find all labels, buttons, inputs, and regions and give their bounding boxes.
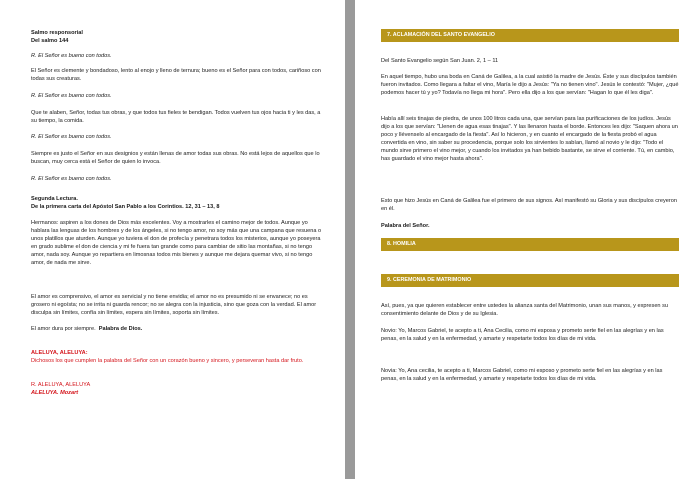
gospel-paragraph: En aquel tiempo, hubo una boda en Caná de Galilea, a la cual asistió la madre de Jesús. Éste y sus discípulos también fueron invitados. Como llegara a faltar el vino, María le dijo a Jesús: "Ya no tienen vino". Jesús le contestó: "Mujer, ¿qué podemos hacer tú y yo? Todavía no llega mi hora". Pero ella dijo a los que servían: "Hagan lo que él les diga".: [381, 74, 679, 97]
section-header-marriage: 9. CEREMONIA DE MATRIMONIO: [381, 274, 679, 287]
psalm-response: R. El Señor es bueno con todos.: [31, 53, 112, 59]
reading-closing-text: El amor dura por siempre.: [31, 326, 96, 332]
reading-paragraph: El amor es comprensivo, el amor es servicial y no tiene envidia; el amor no es presumido ni se envanece; no es grosero ni egoísta; no se irrita ni guarda rencor; no se alegra con la injusticia, sino que goza con la verdad. El amor disculpa sin límites, confía sin límites, espera sin límites, soporta sin límites.: [31, 294, 317, 317]
bride-vow: Novia: Yo, Ana cecilia, te acepto a ti, Marcos Gabriel, como mi esposo y prometo serte fiel en las alegrías y en las penas, en la salud y en la enfermedad, y amarte y respetarte todos los días de mi vida.: [381, 368, 663, 383]
section-header-homily: 8. HOMILIA: [381, 238, 679, 251]
psalm-verse: Que te alaben, Señor, todas tus obras, y que todos tus fieles te bendigan. Todos vuelven tus ojos hacia ti y les das, a su tiempo, la comida.: [31, 110, 321, 125]
groom-vow: Novio: Yo, Marcos Gabriel, te acepto a ti, Ana Cecilia, como mi esposa y prometo serte fiel en las alegrías y en las penas, en la salud y en la enfermedad, y amarte y respetarte todos los días de mi vida.: [381, 328, 664, 343]
reading-closing: [31, 325, 322, 333]
marriage-intro: Así, pues, ya que quieren establecer entre ustedes la alianza santa del Matrimonio, unan sus manos, y expresen su consentimiento delante de Dios y de su Iglesia.: [381, 303, 669, 318]
reading-paragraph: Hermanos: aspiren a los dones de Dios más excelentes. Voy a mostrarles el camino mejor de todos. Aunque yo hablara las lenguas de los hombres y de los ángeles, si no tengo amor, no soy más que una campana que resuena o unos platillos que aturden. Aunque yo tuviera el don de profecía y penetrara todos los misterios, aunque yo poseyera en grado sublime el don de ciencia y mi fe fuera tan grande como para cambiar de sitio las montañas, si no tengo amor, nada soy. Aunque yo repartiera en limosnas todos mis bienes y aunque me dejara quemar vivo, si no tengo amor, de nada me sirve.: [31, 220, 322, 267]
gospel-reference: Del Santo Evangelio según San Juan. 2, 1 – 11: [381, 58, 499, 64]
psalm-verse: Siempre es justo el Señor en sus designios y están llenas de amor todas sus obras. No está lejos de aquellos que lo buscan, muy cerca está el Señor de quien lo invoca.: [31, 151, 320, 166]
gospel-paragraph: Había allí seis tinajas de piedra, de unos 100 litros cada una, que servían para las purificaciones de los judíos. Jesús dijo a los que servían: "Llenen de agua esas tinajas". Y las llenaron hasta el borde. Entonces les dijo: "Saquen ahora un poco y llévenselo al encargado de la fiesta". Así lo hicieron, y en cuanto el encargado de la fiesta probó el agua convertida en vino, sin saber su procedencia, porque solo los sirvientes lo sabían, llamó al novio y le dijo: "Todo el mundo sirve primero el vino mejor, y cuando los invitados ya han bebido bastante, se sirve el corriente. Tú, en cambio, has guardado el vino mejor hasta ahora".: [381, 116, 678, 163]
gospel-paragraph: Esto que hizo Jesús en Caná de Galilea fue el primero de sus signos. Así manifestó su Gloria y sus discípulos creyeron en él.: [381, 198, 677, 213]
psalm-response: R. El Señor es bueno con todos.: [31, 93, 112, 99]
reading-title: Segunda Lectura.: [31, 196, 78, 202]
left-page: [0, 0, 345, 479]
psalm-response: R. El Señor es bueno con todos.: [31, 134, 112, 140]
reading-reference: De la primera carta del Apóstol San Pablo a los Corintios. 12, 31 – 13, 8: [31, 204, 220, 210]
word-of-the-lord: Palabra del Señor.: [381, 223, 430, 229]
psalm-title: Salmo responsorial: [31, 30, 83, 36]
alleluia-title: ALELUYA, ALELUYA:: [31, 350, 88, 356]
section-header-gospel: 7. ACLAMACIÓN DEL SANTO EVANGELIO: [381, 29, 679, 42]
psalm-verse: El Señor es clemente y bondadoso, lento al enojo y lleno de ternura; bueno es el Señor para con todos, cariñoso con todas sus creaturas.: [31, 68, 321, 83]
psalm-response: R. El Señor es bueno con todos.: [31, 176, 112, 182]
alleluia-text: Dichosos los que cumplen la palabra del Señor con un corazón bueno y sincero, y perseveran hasta dar fruto.: [31, 358, 304, 364]
word-of-god: Palabra de Dios.: [98, 326, 143, 332]
alleluia-mozart: ALELUYA. Mozart: [31, 390, 79, 396]
alleluia-response: R. ALELUYA, ALELUYA: [31, 382, 91, 388]
right-page: [355, 0, 700, 479]
psalm-reference: Del salmo 144: [31, 38, 69, 44]
